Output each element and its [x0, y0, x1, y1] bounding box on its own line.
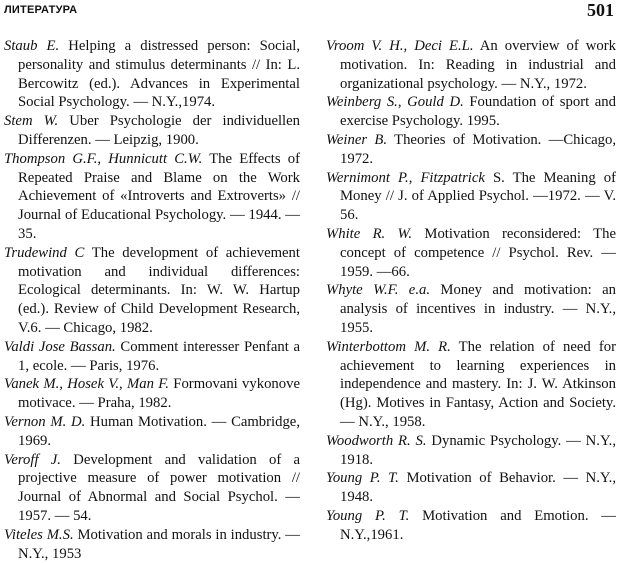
- entry-author: Staub E.: [4, 38, 60, 54]
- entry-text: S. The Meaning of Money // J. of Applied Psychol. —1972. — V. 56.: [340, 169, 616, 224]
- bibliography-entry: [4, 451, 300, 526]
- entry-text: Dynamic Psychology. — N.Y., 1918.: [340, 432, 616, 468]
- entry-author: Whyte W.F. e.a.: [326, 282, 431, 299]
- entry-author: Weinberg S., Gould D.: [326, 94, 464, 111]
- bibliography-entry: [4, 526, 300, 563]
- entry-text: The development of achievement motivation and individual differences: Ecological determinants. In: W. W. Hartup (ed.). Review of Child Development Research, V.6. — Chicago, 1982.: [18, 244, 300, 336]
- entry-text: Theories of Motivation. —Chicago, 1972.: [340, 131, 616, 167]
- bibliography-entry: [326, 225, 616, 281]
- bibliography-entry: [4, 112, 300, 150]
- entry-text: The relation of need for achievement to learning experiences in independence and mastery. In: J. W. Atkinson (Hg). Motives in Fantasy, Action and Society. — N.Y., 1958.: [340, 338, 617, 430]
- left-column: [4, 37, 300, 563]
- bibliography-entry: [326, 507, 616, 545]
- bibliography-entry: [326, 281, 616, 337]
- entry-text: Motivation reconsidered: The concept of competence // Psychol. Rev. — 1959. —66.: [340, 225, 616, 280]
- entry-text: Foundation of sport and exercise Psychology. 1995.: [340, 94, 616, 130]
- entry-text: Formovani vykonove motivace. — Praha, 1982.: [18, 376, 300, 412]
- entry-author: Thompson G.F., Hunnicutt C.W.: [4, 150, 203, 167]
- bibliography-entry: [326, 169, 616, 225]
- entry-author: Young P. T.: [326, 507, 410, 524]
- entry-author: Young P. T.: [326, 470, 399, 487]
- entry-text: An overview of work motivation. In: Reading in industrial and organizational psychology. — N.Y., 1972.: [340, 38, 616, 92]
- running-title: ЛИТЕРАТУРА: [4, 4, 78, 16]
- page-number: 501: [587, 0, 614, 20]
- entry-text: Human Motivation. — Cambridge, 1969.: [18, 413, 300, 449]
- entry-author: Trudewind C: [4, 244, 85, 261]
- bibliography-entry: [326, 131, 616, 169]
- entry-author: Woodworth R. S.: [326, 432, 427, 449]
- entry-text: Uber Psychologie der individuellen Differenzen. — Leipzig, 1900.: [18, 113, 300, 148]
- entry-author: Winterbottom M. R.: [326, 338, 451, 355]
- bibliography-entry: [4, 338, 300, 376]
- entry-text: Motivation of Behavior. — N.Y., 1948.: [340, 470, 616, 506]
- entry-text: Comment interesser Penfant a 1, ecole. — Paris, 1976.: [18, 338, 300, 374]
- entry-text: Helping a distressed person: Social, personality and stimulus determinants // In: L. Bercowitz (ed.). Advances in Experimental Social Psychology. — N.Y.,1974.: [18, 38, 300, 111]
- entry-text: Development and validation of a projective measure of power motivation // Journal of Abnormal and Social Psychol. — 1957. — 54.: [18, 451, 300, 524]
- entry-author: White R. W.: [326, 225, 413, 242]
- entry-author: Viteles M.S.: [4, 526, 74, 543]
- bibliography-entry: [4, 244, 300, 338]
- bibliography-entry: [326, 469, 616, 507]
- entry-text: Motivation and Emotion. — N.Y.,1961.: [340, 507, 616, 543]
- bibliography-entry: [4, 413, 300, 451]
- bibliography-entry: [326, 93, 616, 131]
- bibliography-entry: [326, 432, 616, 470]
- bibliography-entry: [4, 37, 300, 112]
- entry-author: Valdi Jose Bassan.: [4, 338, 116, 355]
- bibliography-entry: [4, 150, 300, 244]
- entry-text: The Effects of Repeated Praise and Blame on the Work Achievement of «Introverts and Extroverts» // Journal of Educational Psychology. — 1944. — 35.: [18, 150, 300, 242]
- entry-author: Vernon M. D.: [4, 413, 86, 430]
- entry-text: Motivation and morals in industry. — N.Y., 1953: [18, 526, 300, 562]
- bibliography-entry: [326, 37, 616, 93]
- entry-author: Weiner B.: [326, 131, 388, 148]
- entry-author: Wernimont P., Fitzpatrick: [326, 169, 485, 186]
- entry-text: Money and motivation: an analysis of incentives in industry. — N.Y., 1955.: [340, 282, 616, 336]
- entry-author: Stem W.: [4, 113, 59, 130]
- bibliography-entry: [326, 338, 616, 432]
- entry-author: Veroff J.: [4, 451, 61, 468]
- right-column: [326, 37, 616, 545]
- entry-author: Vroom V. H., Deci E.L.: [326, 38, 474, 54]
- bibliography-entry: [4, 375, 300, 413]
- entry-author: Vanek M., Hosek V., Man F.: [4, 376, 169, 393]
